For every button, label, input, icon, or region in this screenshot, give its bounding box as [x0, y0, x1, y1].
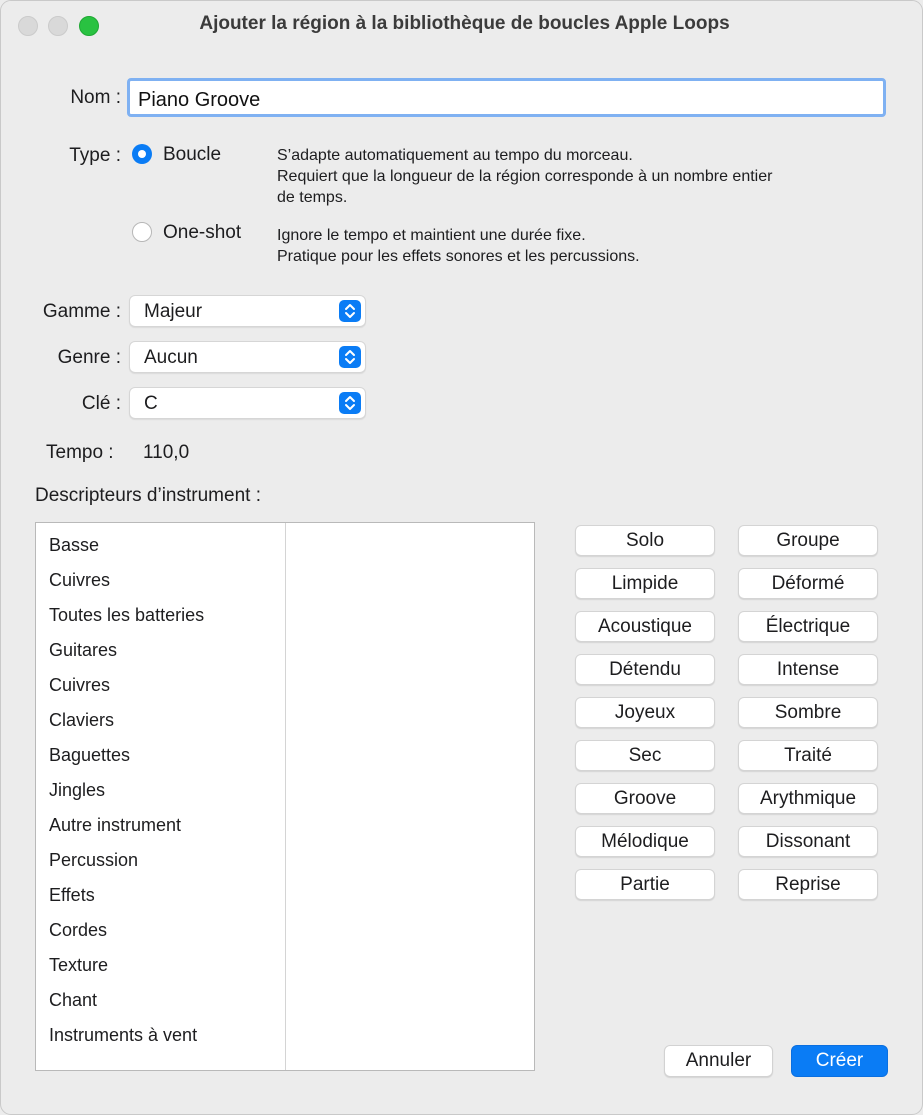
radio-one-shot-label[interactable]: One-shot [163, 222, 242, 243]
list-item[interactable]: Effets [49, 885, 95, 905]
radio-one-shot[interactable] [132, 222, 152, 242]
up-down-chevron-icon [339, 300, 361, 322]
up-down-chevron-icon [339, 346, 361, 368]
descriptor-dissonant-button[interactable]: Dissonant [738, 826, 878, 857]
scale-popup[interactable] [129, 295, 366, 327]
key-value: C [144, 393, 158, 414]
list-item[interactable]: Chant [49, 990, 98, 1010]
name-label: Nom : [70, 87, 121, 108]
one-shot-description-line: Pratique pour les effets sonores et les percussions. [277, 248, 640, 265]
genre-popup[interactable] [129, 341, 366, 373]
list-item[interactable]: Cuivres [49, 675, 111, 695]
list-item[interactable]: Basse [49, 535, 100, 555]
list-item[interactable]: Percussion [49, 850, 139, 870]
radio-loop[interactable] [132, 144, 152, 164]
list-item[interactable]: Baguettes [49, 745, 131, 765]
descriptor-part-button[interactable]: Partie [575, 869, 715, 900]
type-label: Type : [69, 145, 121, 166]
descriptor-melodic-button[interactable]: Mélodique [575, 826, 715, 857]
list-item[interactable]: Guitares [49, 640, 118, 660]
one-shot-description [277, 225, 640, 267]
descriptor-solo-button[interactable]: Solo [575, 525, 715, 556]
descriptor-dry-button[interactable]: Sec [575, 740, 715, 771]
genre-label: Genre : [57, 347, 121, 368]
name-field[interactable] [127, 78, 886, 117]
instrument-list[interactable] [35, 522, 535, 1071]
descriptor-dark-button[interactable]: Sombre [738, 697, 878, 728]
list-item[interactable]: Claviers [49, 710, 115, 730]
descriptor-acoustic-button[interactable]: Acoustique [575, 611, 715, 642]
window-title: Ajouter la région à la bibliothèque de boucles Apple Loops [199, 13, 730, 34]
instrument-descriptors-label: Descripteurs d’instrument : [35, 485, 261, 506]
cancel-button[interactable]: Annuler [664, 1045, 773, 1077]
list-item[interactable]: Autre instrument [49, 815, 182, 835]
descriptor-ensemble-button[interactable]: Groupe [738, 525, 878, 556]
up-down-chevron-icon [339, 392, 361, 414]
title-bar [1, 1, 922, 49]
key-popup[interactable] [129, 387, 366, 419]
loop-description-line: S’adapte automatiquement au tempo du morceau. [277, 147, 633, 164]
scale-value: Majeur [144, 301, 203, 322]
scale-label: Gamme : [42, 301, 121, 322]
descriptor-relaxed-button[interactable]: Détendu [575, 654, 715, 685]
list-item[interactable]: Cordes [49, 920, 108, 940]
list-item[interactable]: Instruments à vent [49, 1025, 198, 1045]
list-item[interactable]: Cuivres [49, 570, 111, 590]
loop-description-line: de temps. [277, 189, 348, 206]
list-item[interactable]: Texture [49, 955, 109, 975]
descriptor-electric-button[interactable]: Électrique [738, 611, 878, 642]
loop-description [277, 145, 772, 208]
tempo-label: Tempo : [46, 442, 114, 463]
list-item[interactable]: Jingles [49, 780, 106, 800]
descriptor-fill-button[interactable]: Reprise [738, 869, 878, 900]
column-divider [285, 523, 286, 1070]
descriptor-processed-button[interactable]: Traité [738, 740, 878, 771]
loop-description-line: Requiert que la longueur de la région corresponde à un nombre entier [277, 168, 773, 185]
descriptor-distorted-button[interactable]: Déformé [738, 568, 878, 599]
descriptor-cheerful-button[interactable]: Joyeux [575, 697, 715, 728]
descriptor-grooving-button[interactable]: Groove [575, 783, 715, 814]
key-label: Clé : [81, 393, 121, 414]
genre-value: Aucun [144, 347, 198, 368]
descriptor-intense-button[interactable]: Intense [738, 654, 878, 685]
radio-loop-label[interactable]: Boucle [163, 144, 222, 165]
one-shot-description-line: Ignore le tempo et maintient une durée fixe. [277, 227, 586, 244]
list-item[interactable]: Toutes les batteries [49, 605, 205, 625]
create-button[interactable]: Créer [791, 1045, 888, 1077]
tempo-value: 110,0 [143, 442, 190, 463]
descriptor-clean-button[interactable]: Limpide [575, 568, 715, 599]
descriptor-arrhythmic-button[interactable]: Arythmique [738, 783, 878, 814]
